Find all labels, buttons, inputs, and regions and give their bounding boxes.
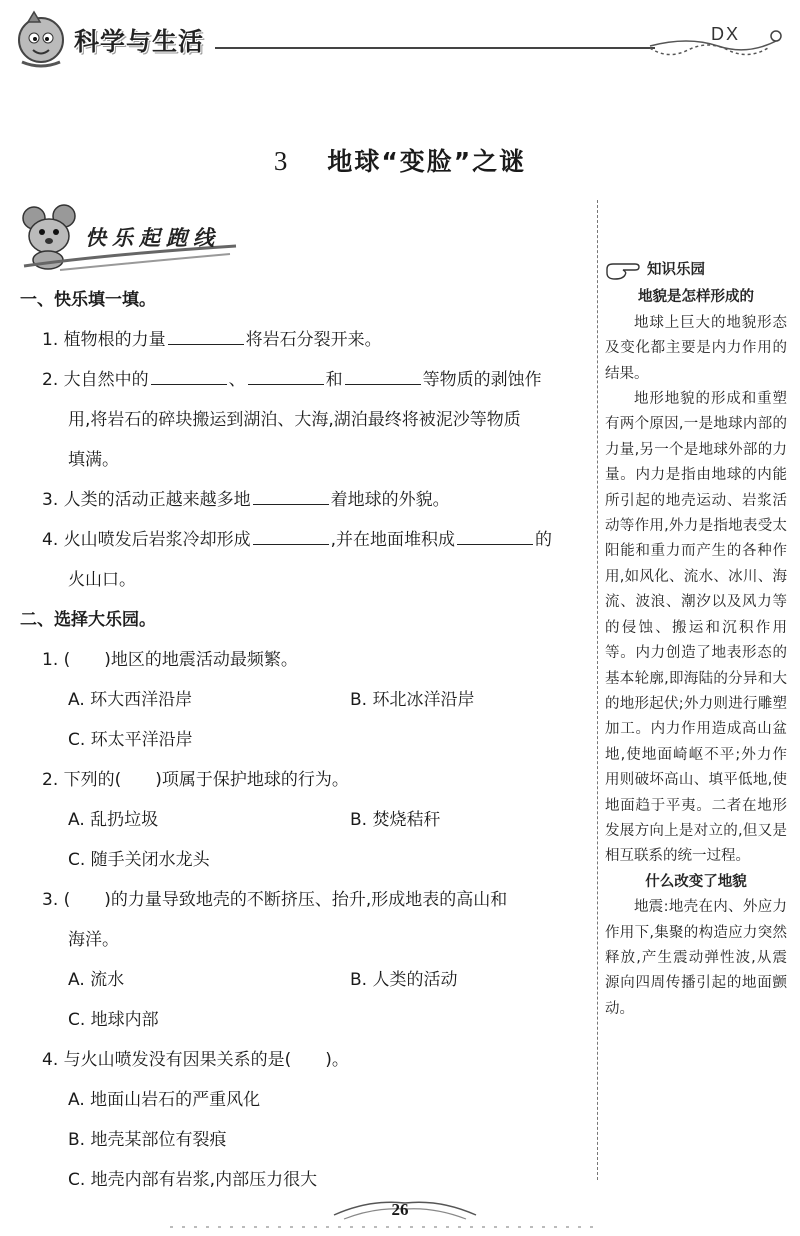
section-heading-choice: 二、选择大乐园。 — [20, 610, 156, 630]
sidebar-paragraph-3: 地震:地壳在内、外应力作用下,集聚的构造应力突然释放,产生震动弹性波,从震源向四周传播引起的地面颤动。 — [605, 899, 787, 1017]
option-a[interactable]: A. 地面山岩石的严重风化 — [68, 1090, 261, 1110]
lesson-title-text: 地球“变脸”之谜 — [327, 147, 527, 176]
option-c[interactable]: C. 地壳内部有岩浆,内部压力很大 — [68, 1170, 318, 1190]
page-number: 26 — [391, 1200, 409, 1219]
sidebar-subheading-2: 什么改变了地貌 — [645, 873, 747, 890]
option-b[interactable]: B. 人类的活动 — [350, 970, 458, 990]
answer-blank[interactable] — [253, 484, 329, 505]
column-divider — [597, 200, 598, 1180]
option-b[interactable]: B. 地壳某部位有裂痕 — [68, 1130, 227, 1150]
header-rule — [215, 47, 655, 49]
answer-blank[interactable] — [345, 364, 421, 385]
answer-blank[interactable] — [457, 524, 533, 545]
section-heading-fill: 一、快乐填一填。 — [20, 290, 156, 310]
sidebar-paragraph-2: 地形地貌的形成和重塑有两个原因,一是地球内部的力量,另一个是地球外部的力量。内力是指由地球的内能所引起的地壳运动、岩浆活动等作用,外力是指地表受太阳能和重力而产生的各种作用,如风化、流水、冰川、海流、波浪、潮汐以及风力等的侵蚀、搬运和沉积作用等。内力创造了地表形态的基本轮廓,即海陆的分异和大的地形起伏;外力则进行雕塑加工。内力作用造成高山盆地,使地面崎岖不平;外力作用则破坏高山、填平低地,使地面趋于平夷。二者在地形发展方向上是对立的,但又是相互联系的统一过程。 — [605, 391, 787, 865]
option-c[interactable]: C. 随手关闭水龙头 — [68, 850, 210, 870]
choice-question-1: 1. ( )地区的地震活动最频繁。 — [42, 650, 298, 670]
option-a[interactable]: A. 环大西洋沿岸 — [68, 690, 193, 710]
fill-question-2: 2. 大自然中的 、 和 等物质的剥蚀作 — [20, 360, 590, 400]
answer-blank[interactable] — [253, 524, 329, 545]
answer-blank[interactable] — [168, 324, 244, 345]
lesson-number: 3 — [273, 146, 290, 176]
fill-question-2-line2: 用,将岩石的碎块搬运到湖泊、大海,湖泊最终将被泥沙等物质 — [68, 410, 521, 430]
choice-question-3-line2: 海洋。 — [68, 930, 119, 950]
option-a[interactable]: A. 流水 — [68, 970, 125, 990]
exercise-column — [20, 280, 590, 1200]
mascot-logo-icon — [10, 10, 72, 72]
section-banner: 快乐起跑线 — [85, 226, 220, 250]
option-c[interactable]: C. 地球内部 — [68, 1010, 159, 1030]
sidebar-heading: 知识乐园 — [605, 258, 787, 283]
answer-blank[interactable] — [248, 364, 324, 385]
fill-question-3: 3. 人类的活动正越来越多地 着地球的外貌。 — [20, 480, 590, 520]
option-b[interactable]: B. 焚烧秸秆 — [350, 810, 441, 830]
pointing-hand-icon — [605, 261, 641, 281]
option-b[interactable]: B. 环北冰洋沿岸 — [350, 690, 475, 710]
sidebar-paragraph-1: 地球上巨大的地貌形态及变化都主要是内力作用的结果。 — [605, 314, 787, 382]
series-brand: 科学与生活 — [74, 27, 205, 56]
choice-question-2: 2. 下列的( )项属于保护地球的行为。 — [42, 770, 349, 790]
fill-question-1: 1. 植物根的力量 将岩石分裂开来。 — [20, 320, 590, 360]
sidebar-subheading-1: 地貌是怎样形成的 — [638, 289, 754, 306]
option-c[interactable]: C. 环太平洋沿岸 — [68, 730, 193, 750]
fill-question-4-line2: 火山口。 — [68, 570, 136, 590]
choice-options-row — [20, 960, 590, 1000]
choice-question-3: 3. ( )的力量导致地壳的不断挤压、抬升,形成地表的高山和 — [42, 890, 508, 910]
choice-options-row — [20, 800, 590, 840]
fill-question-2-line3: 填满。 — [68, 450, 119, 470]
choice-options-row — [20, 680, 590, 720]
answer-blank[interactable] — [151, 364, 227, 385]
knowledge-sidebar — [605, 258, 787, 1022]
choice-question-4: 4. 与火山喷发没有因果关系的是( )。 — [42, 1050, 349, 1070]
footer-dots-decoration — [170, 1222, 600, 1232]
fill-question-4: 4. 火山喷发后岩浆冷却形成 ,并在地面堆积成 的 — [20, 520, 590, 560]
lesson-title — [0, 142, 800, 178]
option-a[interactable]: A. 乱扔垃圾 — [68, 810, 159, 830]
edition-code: DX — [711, 24, 741, 44]
